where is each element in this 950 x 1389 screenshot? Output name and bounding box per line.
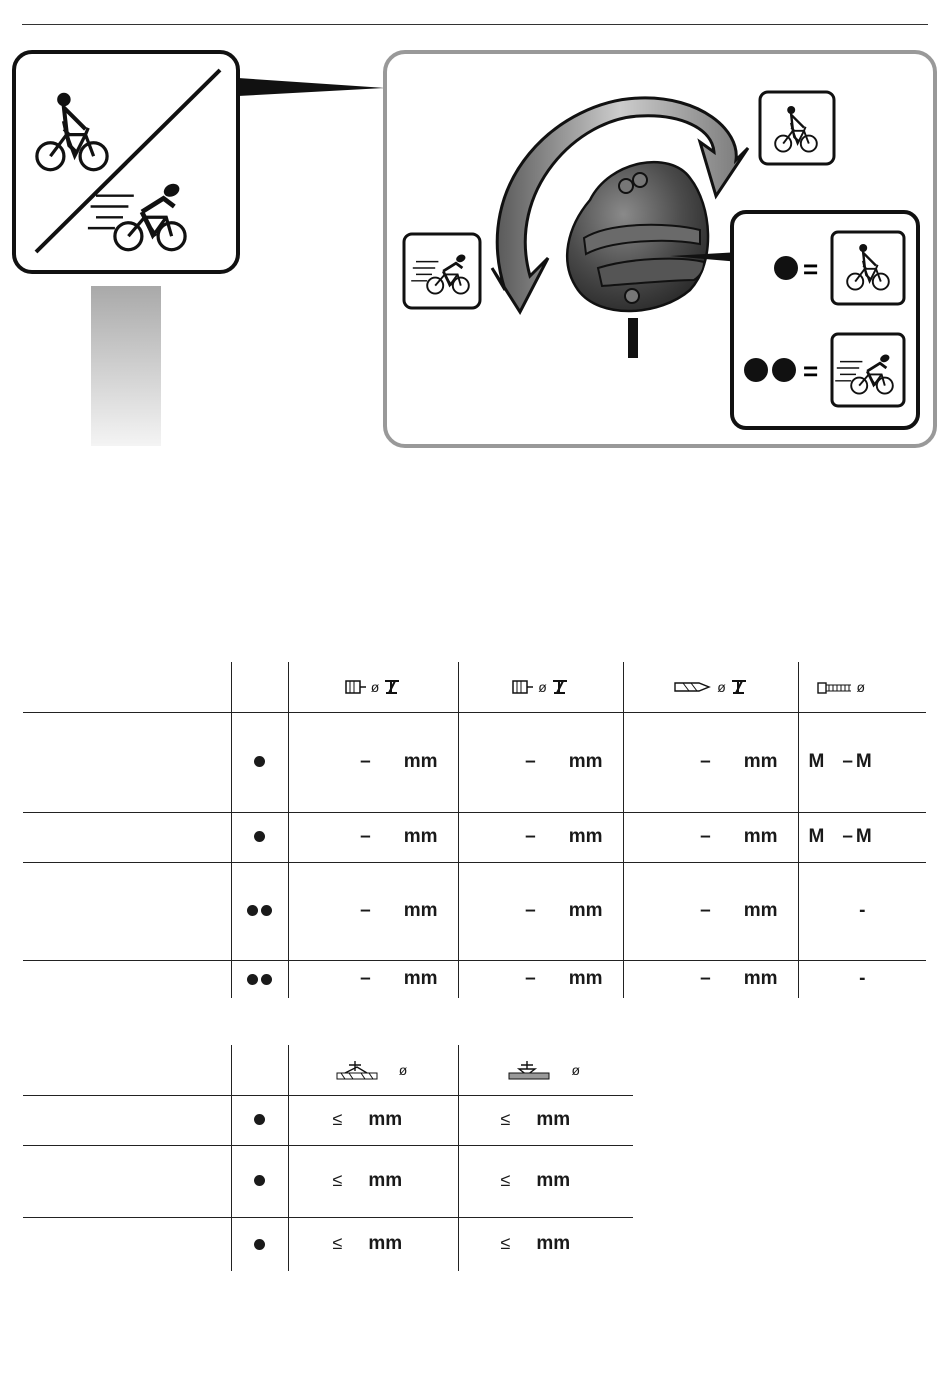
material-icon	[730, 679, 748, 695]
row-label	[23, 1145, 231, 1217]
gear-legend	[732, 212, 918, 428]
equals-sign-1: =	[803, 254, 819, 284]
fast-rider-badge	[404, 234, 480, 308]
gear-indicator	[231, 960, 288, 998]
table-row: – mm – mm – mm M – M	[23, 812, 926, 862]
table-row: – mm – mm – mm M – M	[23, 712, 926, 812]
gear-indicator	[231, 1217, 288, 1271]
speed-selection-sign	[14, 52, 238, 272]
row-label	[23, 960, 231, 998]
row-label	[23, 812, 231, 862]
drill-pressed-icon	[335, 1059, 379, 1081]
drilling-capacity-table	[23, 662, 926, 998]
position-marker	[628, 318, 638, 358]
table1-header: ø ø ø ø	[23, 662, 926, 712]
gear-indicator	[231, 862, 288, 960]
gear-indicator	[231, 1145, 288, 1217]
row-label	[23, 1095, 231, 1145]
table-row: – mm – mm – mm -	[23, 862, 926, 960]
table-row: ≤ mm ≤ mm	[23, 1145, 633, 1217]
drill-point-icon	[507, 1059, 551, 1081]
gear-indicator	[231, 1095, 288, 1145]
gray-bar	[91, 286, 161, 446]
equals-sign-2: =	[803, 356, 819, 386]
row-label	[23, 862, 231, 960]
gear-indicator	[231, 812, 288, 862]
row-label	[23, 1217, 231, 1271]
table-row: ≤ mm ≤ mm	[23, 1217, 633, 1271]
table-row: – mm – mm – mm -	[23, 960, 926, 998]
gear-indicator	[231, 712, 288, 812]
screw-thread-icon	[817, 679, 853, 695]
table2-header-label	[23, 1045, 231, 1095]
wood-grain-icon	[551, 679, 569, 695]
wood-drill-icon	[512, 679, 534, 695]
metal-drill-icon	[673, 679, 713, 695]
table1-header-gear	[231, 662, 288, 712]
table-row: ≤ mm ≤ mm	[23, 1095, 633, 1145]
cutting-capacity-table	[23, 1045, 633, 1271]
table1-header-label	[23, 662, 231, 712]
wood-drill-icon	[345, 679, 367, 695]
table2-header: ø ø	[23, 1045, 633, 1095]
top-rule	[22, 24, 928, 25]
row-label	[23, 712, 231, 812]
wood-grain-icon	[383, 679, 401, 695]
slow-rider-badge	[760, 92, 834, 164]
